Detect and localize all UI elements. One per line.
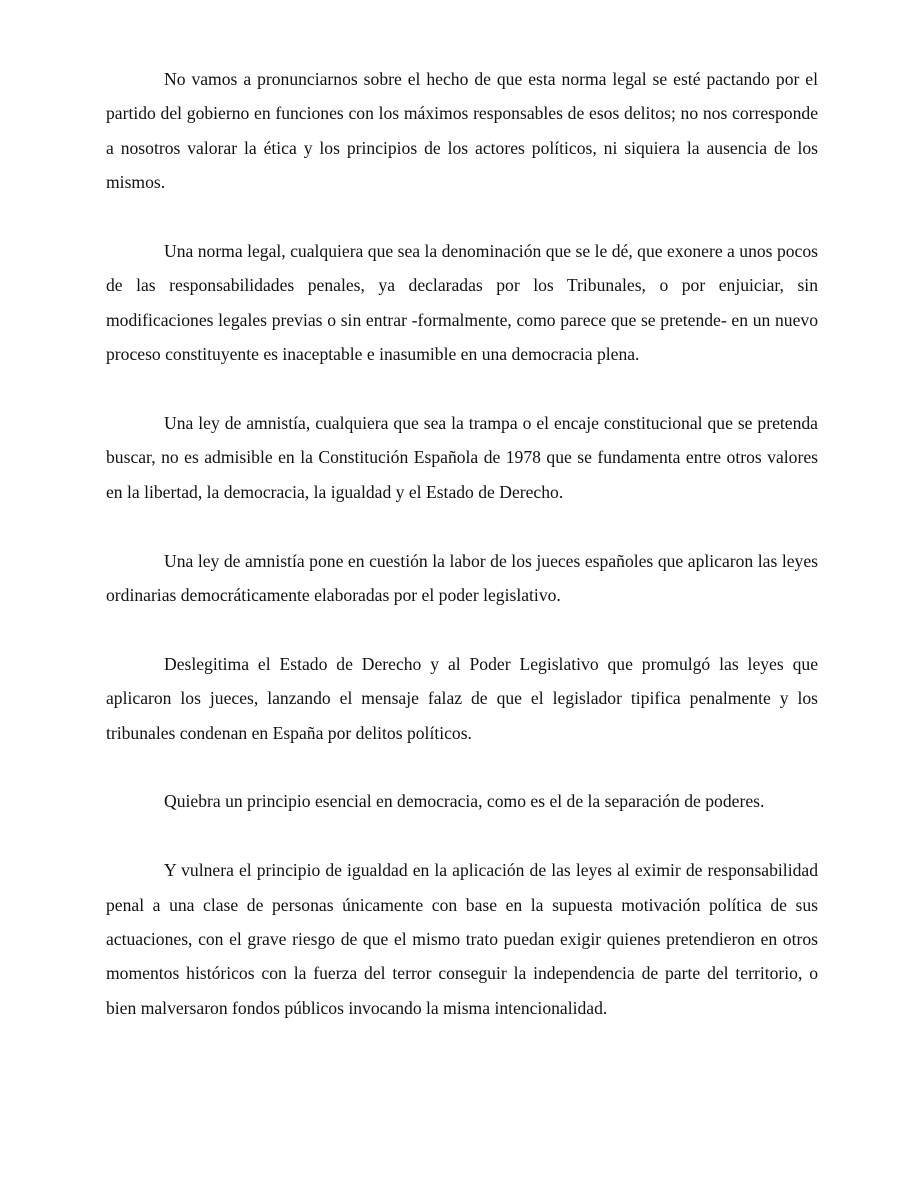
document-body: [106, 62, 818, 1025]
paragraph-7: Y vulnera el principio de igualdad en la aplicación de las leyes al eximir de responsabilidad penal a una clase de personas únicamente con base en la supuesta motivación política de sus actuaciones, con el grave riesgo de que el mismo trato puedan exigir quienes pretendieron en otros momentos históricos con la fuerza del terror conseguir la independencia de parte del territorio, o bien malversaron fondos públicos invocando la misma intencionalidad.: [106, 860, 818, 1018]
paragraph-6: Quiebra un principio esencial en democracia, como es el de la separación de poderes.: [164, 791, 765, 812]
paragraph-3: Una ley de amnistía, cualquiera que sea la trampa o el encaje constitucional que se pretenda buscar, no es admisible en la Constitución Española de 1978 que se fundamenta entre otros valores en la libertad, la democracia, la igualdad y el Estado de Derecho.: [106, 413, 818, 502]
paragraph-2: Una norma legal, cualquiera que sea la denominación que se le dé, que exonere a unos pocos de las responsabilidades penales, ya declaradas por los Tribunales, o por enjuiciar, sin modificaciones legales previas o sin entrar -formalmente, como parece que se pretende- en un nuevo proceso constituyente es inaceptable e inasumible en una democracia plena.: [106, 241, 818, 365]
paragraph-4: Una ley de amnistía pone en cuestión la labor de los jueces españoles que aplicaron las leyes ordinarias democráticamente elaboradas por el poder legislativo.: [106, 550, 818, 606]
paragraph-1: No vamos a pronunciarnos sobre el hecho de que esta norma legal se esté pactando por el partido del gobierno en funciones con los máximos responsables de esos delitos; no nos corresponde a nosotros valorar la ética y los principios de los actores políticos, ni siquiera la ausencia de los mismos.: [106, 69, 818, 193]
paragraph-5: Deslegitima el Estado de Derecho y al Poder Legislativo que promulgó las leyes que aplicaron los jueces, lanzando el mensaje falaz de que el legislador tipifica penalmente y los tribunales condenan en España por delitos políticos.: [106, 653, 818, 743]
